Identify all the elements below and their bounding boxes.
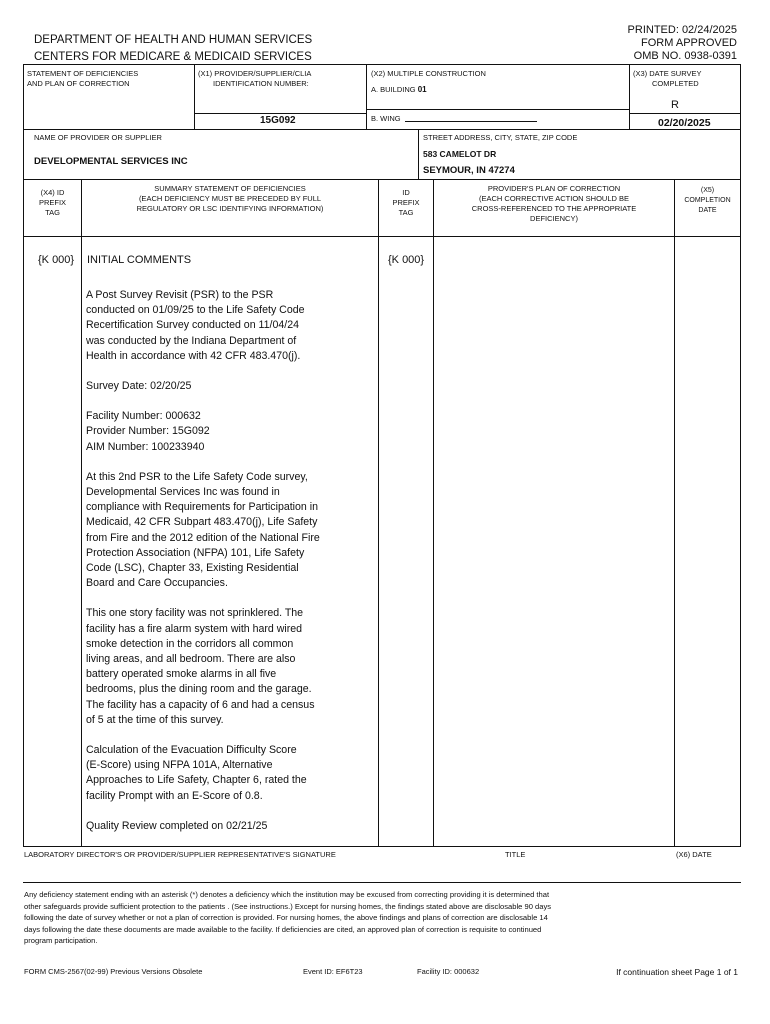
frame-left xyxy=(23,64,24,846)
x5-header: (X5) COMPLETION DATE xyxy=(684,187,731,214)
facility-id: Facility ID: 000632 xyxy=(417,967,480,976)
entry-title: INITIAL COMMENTS xyxy=(87,254,192,266)
wing-label: B. WING xyxy=(371,114,401,123)
paragraph-survey-date: Survey Date: 02/20/25 xyxy=(86,380,192,393)
statement-label-2: AND PLAN OF CORRECTION xyxy=(27,79,130,88)
frame-top xyxy=(23,64,741,65)
entry-body xyxy=(86,288,376,849)
street-address: 583 CAMELOT DR xyxy=(423,149,497,159)
director-signature-label: LABORATORY DIRECTOR'S OR PROVIDER/SUPPLIER REPRESENTATIVE'S SIGNATURE xyxy=(24,850,336,859)
col-divider-2 xyxy=(378,180,379,846)
paragraph-compliance: At this 2nd PSR to the Life Safety Code survey, Developmental Services Inc was found in compliance with Requirements for Participation in Medicaid, 42 CFR Subpart 483.470(j), Life Safety from Fire and the 2012 edition of the National Fire Protection Association (NFPA) 101, Life Safety Code (LSC), Chapter 33, Existing Residential Board and Care Occupancies. xyxy=(86,470,320,590)
city-state-zip: SEYMOUR, IN 47274 xyxy=(423,165,515,176)
frame-right xyxy=(740,64,741,846)
agency-line-1: DEPARTMENT OF HEALTH AND HUMAN SERVICES xyxy=(34,34,313,46)
plan-header: PROVIDER'S PLAN OF CORRECTION (EACH CORRECTIVE ACTION SHOULD BE CROSS-REFERENCED TO THE APPROPRIATE DEFICIENCY) xyxy=(471,184,637,223)
building-value: 01 xyxy=(417,85,427,94)
summary-header: SUMMARY STATEMENT OF DEFICIENCIES (EACH DEFICIENCY MUST BE PRECEDED BY FULL REGULATORY OR LSC IDENTIFYING INFORMATION) xyxy=(136,184,324,213)
survey-completed-date: 02/20/2025 xyxy=(658,117,711,129)
address-label: STREET ADDRESS, CITY, STATE, ZIP CODE xyxy=(423,133,578,142)
x3-label-1: (X3) DATE SURVEY xyxy=(633,69,702,78)
building-label: A. BUILDING 01 xyxy=(371,85,427,94)
printed-date: PRINTED: 02/24/2025 xyxy=(627,24,737,36)
x4-header: (X4) ID PREFIX TAG xyxy=(38,188,67,217)
x6-date-label: (X6) DATE xyxy=(676,850,712,859)
survey-code: R xyxy=(671,99,679,111)
col-divider-4 xyxy=(674,180,675,846)
x2-label: (X2) MULTIPLE CONSTRUCTION xyxy=(371,69,486,78)
tag-right: {K 000} xyxy=(388,254,425,266)
paragraph-quality-review: Quality Review completed on 02/21/25 xyxy=(86,819,268,832)
tag-left: {K 000} xyxy=(38,254,75,266)
col-divider-1 xyxy=(81,180,82,846)
provider-id-number: 15G092 xyxy=(260,115,296,126)
provider-name: DEVELOPMENTAL SERVICES INC xyxy=(34,156,188,167)
disclaimer: Any deficiency statement ending with an asterisk (*) denotes a deficiency which the institution may be excused from correcting providing it is determined that other safeguards provide sufficient protection to the patients . (See instructions.) Except for nursing homes, the findings stated above are disclosable 90 days following the date of survey whether or not a plan of correction is provided. For nursing homes, the above findings and plans of correction are disclosable 14 days following the date these documents are made available to the facility. If deficiencies are cited, an approved plan of correction is requisite to continued program participation. xyxy=(24,890,552,946)
paragraph-psr: A Post Survey Revisit (PSR) to the PSR conducted on 01/09/25 to the Life Safety Code Recertification Survey conducted on 11/04/24 was conducted by the Indiana Department of Health in accordance with 42 CFR 483.470(j). xyxy=(86,289,305,362)
paragraph-e-score: Calculation of the Evacuation Difficulty Score (E-Score) using NFPA 101A, Alternative Approaches to Life Safety, Chapter 6, rated the facility Prompt with an E-Score of 0.8. xyxy=(86,744,307,802)
agency-line-2: CENTERS FOR MEDICARE & MEDICAID SERVICES xyxy=(34,51,312,63)
x1-label-2: IDENTIFICATION NUMBER: xyxy=(213,79,309,88)
id-prefix-header: ID PREFIX TAG xyxy=(392,188,420,217)
provider-name-label: NAME OF PROVIDER OR SUPPLIER xyxy=(34,133,162,142)
event-id: Event ID: EF6T23 xyxy=(303,967,363,976)
x3-label-2: COMPLETED xyxy=(652,79,699,88)
col-divider-3 xyxy=(433,180,434,846)
statement-label-1: STATEMENT OF DEFICIENCIES xyxy=(27,69,139,78)
omb-number: OMB NO. 0938-0391 xyxy=(633,50,737,62)
wing-blank-line xyxy=(405,121,537,122)
title-label: TITLE xyxy=(505,850,526,859)
page-indicator: If continuation sheet Page 1 of 1 xyxy=(616,967,738,977)
form-approved: FORM APPROVED xyxy=(641,37,737,49)
paragraph-facility-ids: Facility Number: 000632 Provider Number: 15G092 AIM Number: 100233940 xyxy=(86,410,210,453)
x1-label-1: (X1) PROVIDER/SUPPLIER/CLIA xyxy=(198,69,312,78)
form-number: FORM CMS-2567(02-99) Previous Versions Obsolete xyxy=(24,967,203,976)
paragraph-facility-description: This one story facility was not sprinklered. The facility has a fire alarm system with hard wired smoke detection in the corridors all common living areas, and all bedroom. There are also battery operated smoke alarms in all five bedrooms, plus the dining room and the garage. The facility has a capacity of 6 and had a census of 5 at the time of this survey. xyxy=(86,607,315,726)
